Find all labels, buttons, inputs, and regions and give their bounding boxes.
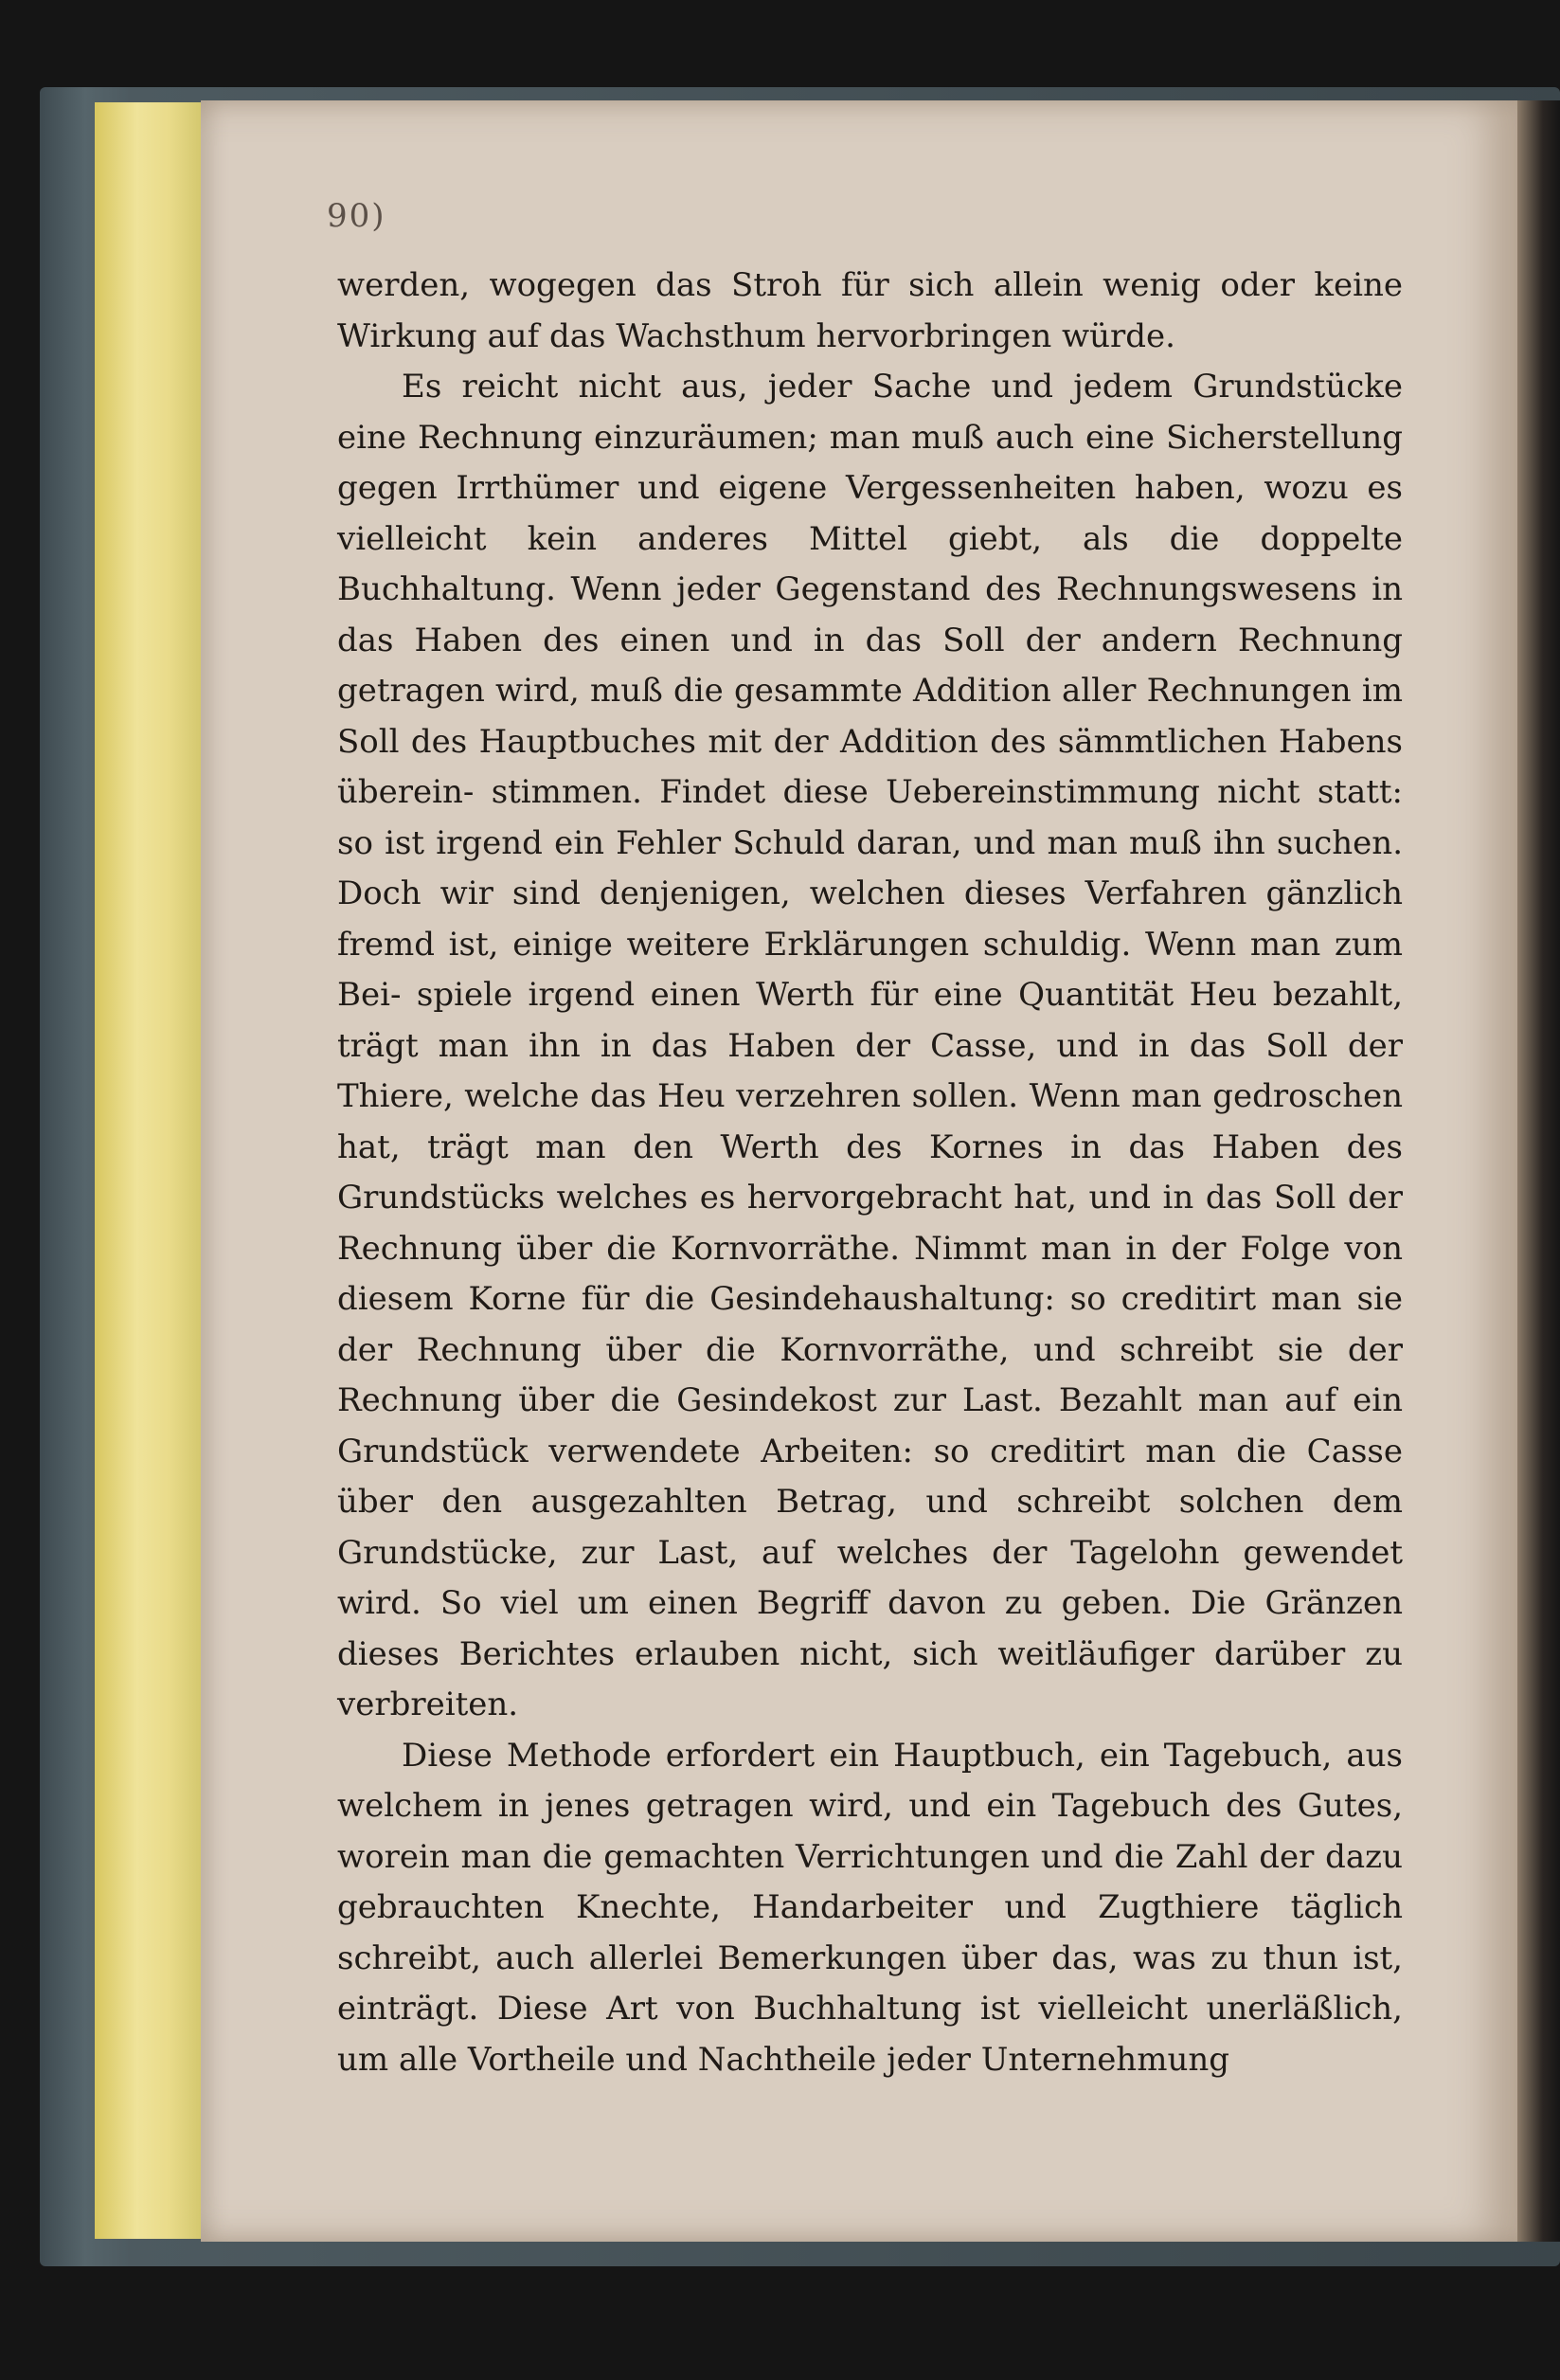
paragraph-2: Es reicht nicht aus, jeder Sache und jedem Grundstücke eine Rechnung einzuräumen; man muß auch eine Sicherstellung gegen Irrthümer und eigene Vergessenheiten haben, wozu es vielleicht kein anderes Mittel giebt, als die doppelte Buchhaltung. Wenn jeder Gegenstand des Rechnungswesens in das Haben des einen und in das Soll der andern Rechnung getragen wird, muß die gesammte Addition aller Rechnungen im Soll des Hauptbuches mit der Addition des sämmtlichen Habens überein- stimmen. Findet diese Uebereinstimmung nicht statt: so ist irgend ein Fehler Schuld daran, und man muß ihn suchen. Doch wir sind denjenigen, welchen dieses Verfahren gänzlich fremd ist, einige weitere Erklärungen schuldig. Wenn man zum Bei- spiele irgend einen Werth für eine Quantität Heu bezahlt, trägt man ihn in das Haben der Casse, und in das Soll der Thiere, welche das Heu verzehren sollen. Wenn man gedroschen hat, trägt man den Werth des Kornes in das Haben des Grundstücks welches es hervorgebracht hat, und in das Soll der Rechnung über die Kornvorräthe. Nimmt man in der Folge von diesem Korne für die Gesindehaushaltung: so creditirt man sie der Rechnung über die Kornvorräthe, und schreibt sie der Rechnung über die Gesindekost zur Last. Bezahlt man auf ein Grundstück verwendete Arbeiten: so creditirt man die Casse über den ausgezahlten Betrag, und schreibt solchen dem Grundstücke, zur Last, auf welches der Tagelohn gewendet wird. So viel um einen Begriff davon zu geben. Die Gränzen dieses Berichtes erlauben nicht, sich weitläufiger darüber zu verbreiten. [337,368,1403,1723]
body-text [337,261,1403,2085]
page-edges [95,102,201,2239]
page-gutter-shadow [1517,100,1560,2242]
page-number: 90) [327,197,386,235]
paragraph-1: werden, wogegen das Stroh für sich allein wenig oder keine Wirkung auf das Wachsthum hervorbringen würde. [337,266,1403,355]
paragraph-3: Diese Methode erfordert ein Hauptbuch, ein Tagebuch, aus welchem in jenes getragen wird, und ein Tagebuch des Gutes, worein man die gemachten Verrichtungen und die Zahl der dazu gebrauchten Knechte, Handarbeiter und Zugthiere täglich schreibt, auch allerlei Bemerkungen über das, was zu thun ist, einträgt. Diese Art von Buchhaltung ist vielleicht unerläßlich, um alle Vortheile und Nachtheile jeder Unternehmung [337,1736,1403,2079]
